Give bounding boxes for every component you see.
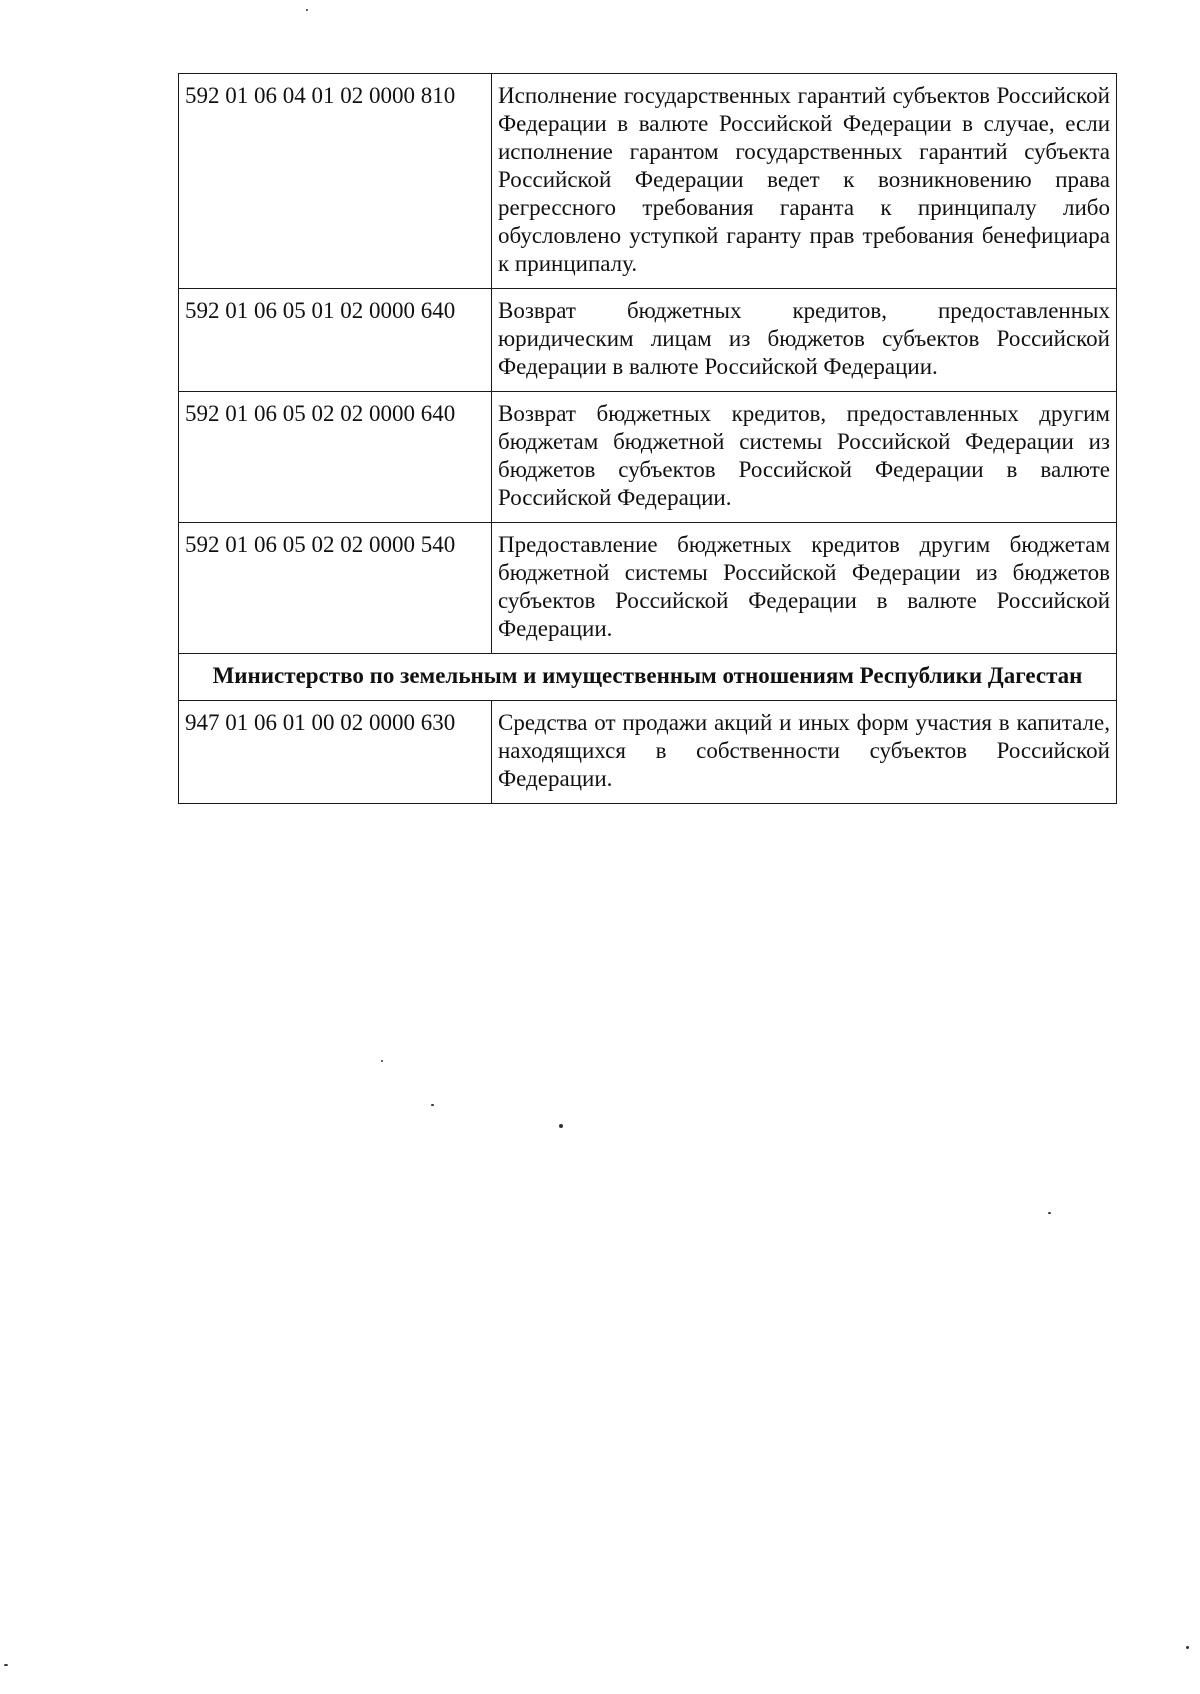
scan-speck bbox=[1186, 1646, 1189, 1649]
description-cell: Возврат бюджетных кредитов, предоставленных другим бюджетам бюджетной системы Российской Федерации из бюджетов субъектов Российской Федерации в валюте Российской Федерации. bbox=[492, 392, 1117, 523]
budget-code-cell: 592 01 06 05 01 02 0000 640 bbox=[179, 289, 492, 392]
ministry-section-heading: Министерство по земельным и имущественным отношениям Республики Дагестан bbox=[179, 654, 1117, 701]
description-cell: Предоставление бюджетных кредитов другим бюджетам бюджетной системы Российской Федерации из бюджетов субъектов Российской Федерации в валюте Российской Федерации. bbox=[492, 523, 1117, 654]
scan-speck bbox=[306, 9, 308, 11]
budget-code-cell: 592 01 06 05 02 02 0000 540 bbox=[179, 523, 492, 654]
description-cell: Исполнение государственных гарантий субъектов Российской Федерации в валюте Российской Федерации в случае, если исполнение гарантом государственных гарантий субъекта Российской Федерации ведет к возникновению права регрессного требования гаранта к принципалу либо обусловлено уступкой гаранту прав требования бенефициара к принципалу. bbox=[492, 74, 1117, 289]
scan-speck bbox=[431, 1104, 434, 1106]
budget-code-cell: 592 01 06 05 02 02 0000 640 bbox=[179, 392, 492, 523]
section-header-row bbox=[179, 654, 1117, 701]
budget-code-cell: 947 01 06 01 00 02 0000 630 bbox=[179, 701, 492, 804]
budget-code-table bbox=[178, 73, 1117, 804]
scan-speck bbox=[381, 1060, 383, 1062]
scan-speck bbox=[1048, 1212, 1051, 1214]
scan-speck bbox=[559, 1124, 563, 1128]
table-row bbox=[179, 392, 1117, 523]
budget-code-cell: 592 01 06 04 01 02 0000 810 bbox=[179, 74, 492, 289]
description-cell: Возврат бюджетных кредитов, предоставленных юридическим лицам из бюджетов субъектов Российской Федерации в валюте Российской Федерации. bbox=[492, 289, 1117, 392]
table-row bbox=[179, 523, 1117, 654]
table-row bbox=[179, 74, 1117, 289]
table-row bbox=[179, 289, 1117, 392]
table-row bbox=[179, 701, 1117, 804]
scan-speck bbox=[4, 1664, 8, 1666]
description-cell: Средства от продажи акций и иных форм участия в капитале, находящихся в собственности субъектов Российской Федерации. bbox=[492, 701, 1117, 804]
